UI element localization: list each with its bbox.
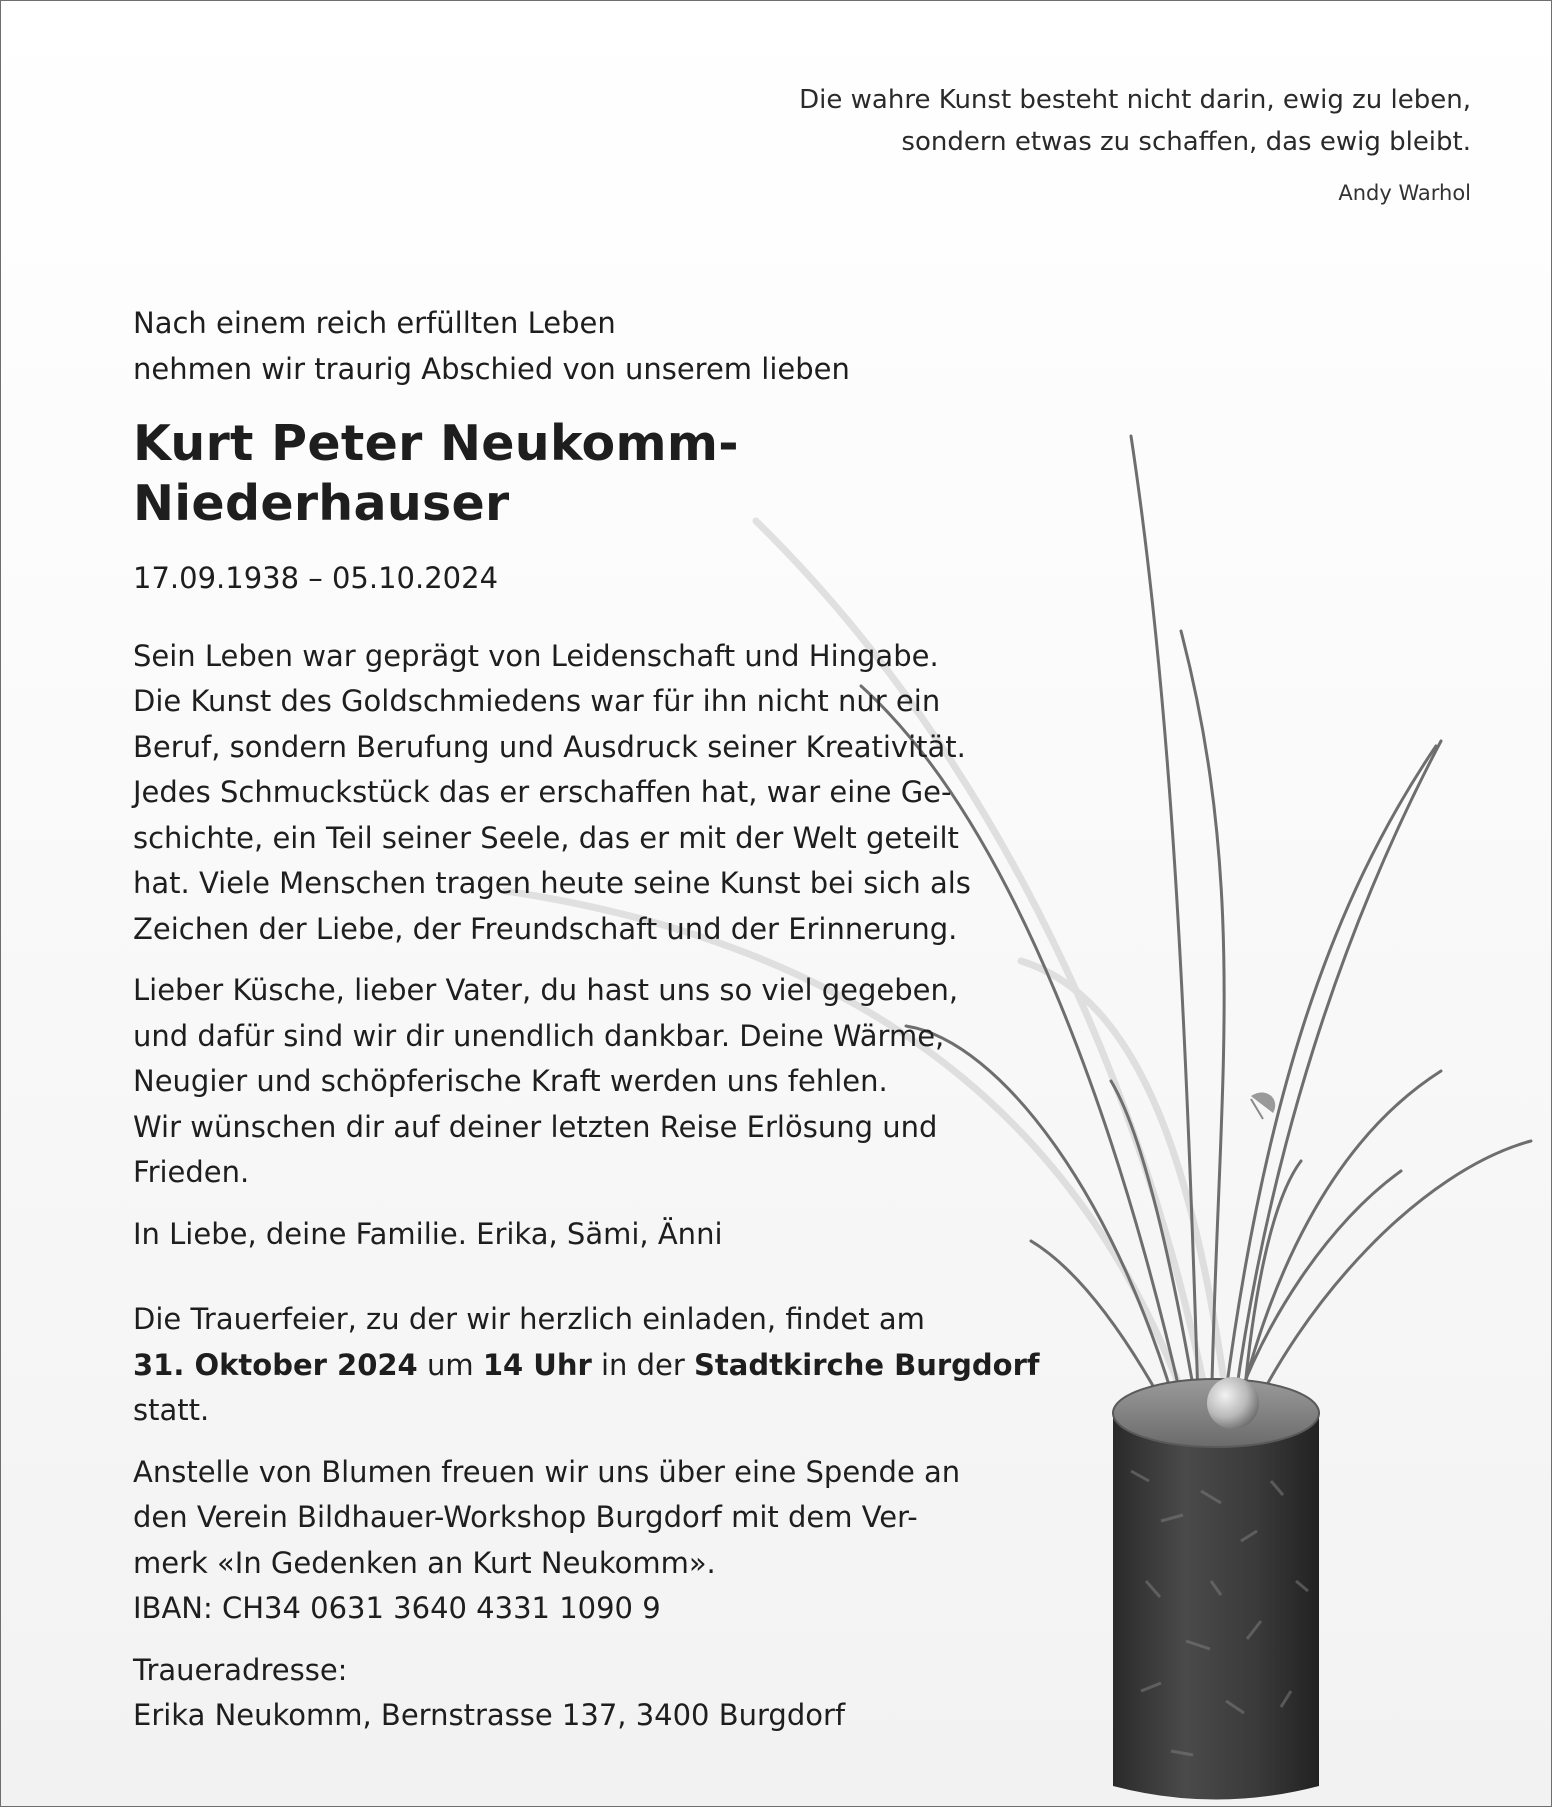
intro-line: Nach einem reich erfüllten Leben [133, 306, 616, 340]
iban: IBAN: CH34 0631 3640 4331 1090 9 [133, 1591, 661, 1625]
text-line: Jedes Schmuckstück das er erschaffen hat, war eine Ge- [133, 775, 952, 809]
text-line: Anstelle von Blumen freuen wir uns über eine Spende an [133, 1454, 961, 1489]
text-line: merk «In Gedenken an Kurt Neukomm». [133, 1545, 716, 1580]
life-dates: 17.09.1938 – 05.10.2024 [133, 561, 499, 595]
ceremony-date: 31. Oktober 2024 [133, 1347, 418, 1382]
text-fragment: in der [591, 1347, 695, 1382]
obituary-text [133, 301, 1040, 1739]
ceremony-info [133, 1297, 1040, 1434]
text-line: schichte, ein Teil seiner Seele, das er mit der Welt geteilt [133, 820, 959, 855]
epigraph-quote [799, 79, 1471, 163]
text-line: Die Trauerfeier, zu der wir herzlich einladen, findet am [133, 1302, 925, 1336]
intro-line: nehmen wir traurig Abschied von unserem lieben [133, 351, 850, 386]
text-line: Sein Leben war geprägt von Leidenschaft und Hingabe. [133, 638, 939, 673]
text-line: statt. [133, 1393, 210, 1427]
mourning-address [133, 1648, 1033, 1739]
text-line: Lieber Küsche, lieber Vater, du hast uns so viel gegeben, [133, 973, 959, 1007]
text-line: und dafür sind wir dir unendlich dankbar. Deine Wärme, [133, 1018, 945, 1053]
farewell-paragraph [133, 968, 1033, 1196]
quote-line: Die wahre Kunst besteht nicht darin, ewig zu leben, [799, 85, 1471, 115]
text-line: Neugier und schöpferische Kraft werden uns fehlen. [133, 1064, 888, 1098]
quote-line: sondern etwas zu schaffen, das ewig bleibt. [901, 127, 1471, 157]
family-signature: In Liebe, deine Familie. Erika, Sämi, Änni [133, 1216, 723, 1251]
text-line: den Verein Bildhauer-Workshop Burgdorf mit dem Ver- [133, 1500, 918, 1534]
text-line: Wir wünschen dir auf deiner letzten Reise Erlösung und [133, 1109, 938, 1144]
text-line: Die Kunst des Goldschmiedens war für ihn nicht nur ein [133, 684, 941, 718]
ceremony-time: 14 Uhr [482, 1347, 592, 1382]
text-line: Beruf, sondern Berufung und Ausdruck seiner Kreativität. [133, 729, 966, 764]
donation-info [133, 1450, 1033, 1632]
address-label: Traueradresse: [133, 1652, 348, 1687]
deceased-name: Kurt Peter Neukomm-Niederhauser [133, 415, 739, 532]
quote-author: Andy Warhol [1338, 181, 1471, 205]
text-line: hat. Viele Menschen tragen heute seine Kunst bei sich als [133, 866, 971, 900]
text-fragment: um [417, 1347, 483, 1382]
intro [133, 301, 1033, 392]
text-line: Frieden. [133, 1155, 250, 1189]
text-line: Zeichen der Liebe, der Freundschaft und der Erinnerung. [133, 911, 958, 946]
ceremony-place: Stadtkirche Burgdorf [694, 1347, 1040, 1382]
address-value: Erika Neukomm, Bernstrasse 137, 3400 Burgdorf [133, 1698, 846, 1732]
tribute-paragraph [133, 634, 1033, 953]
ceremony-details [133, 1343, 1040, 1389]
